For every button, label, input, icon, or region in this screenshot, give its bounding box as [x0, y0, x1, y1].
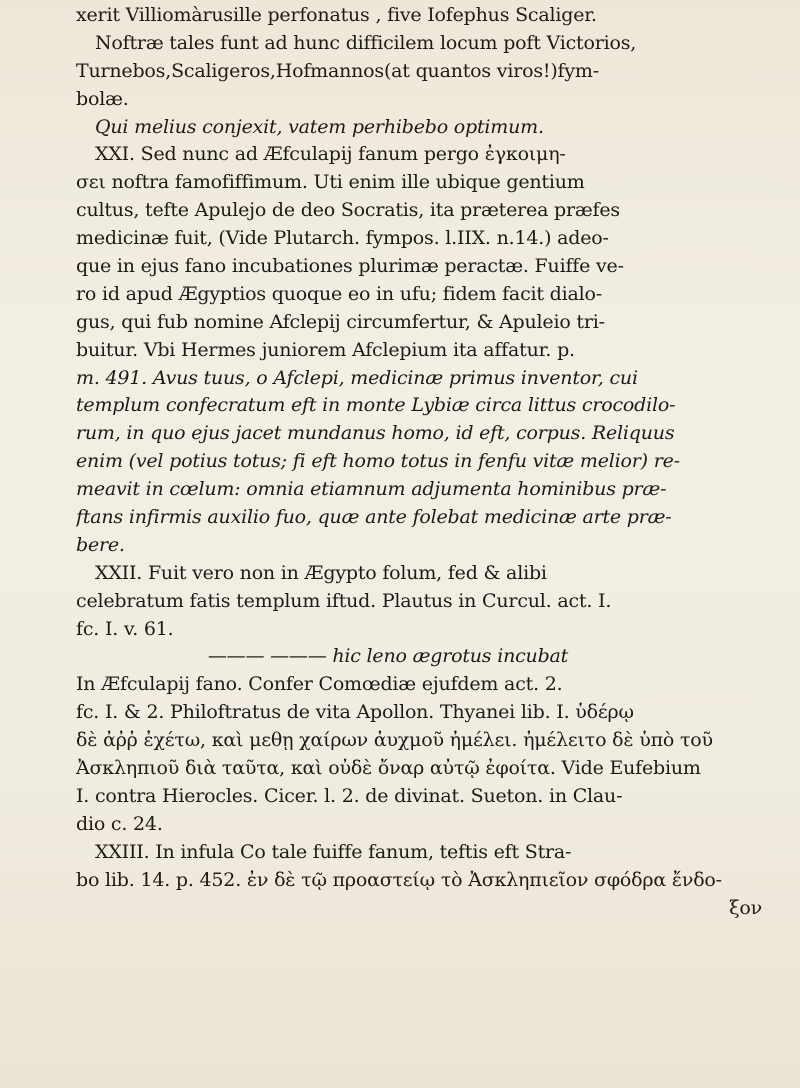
text-line-7: σει noftra famofiffimum. Uti enim ille ubique gentium: [76, 171, 585, 194]
text-line-30: dio c. 24.: [76, 812, 163, 835]
quote-line-2: templum confecratum eft in monte Lybiæ circa littus crocodilo-: [76, 394, 676, 417]
plautus-verse-2: In Æfculapij fano. Confer Comœdiæ ejufdem act. 2.: [76, 673, 563, 696]
text-line-12: gus, qui fub nomine Afclepij circumfertur, & Apuleio tri-: [76, 310, 605, 333]
text-line-2: Noftræ tales funt ad hunc difficilem locum poft Victorios,: [95, 31, 637, 54]
text-line-13: buitur. Vbi Hermes juniorem Afclepium ita affatur. p.: [76, 338, 575, 361]
catchword: ξον: [729, 896, 762, 919]
verse-quote-line: Qui melius conjexit, vatem perhibebo optimum.: [95, 115, 544, 138]
greek-line-2: Ἀσκληπιοῦ διὰ ταῦτα, καὶ οὐδὲ ὄναρ αὐτῷ ἐφοίτα. Vide Eufebium: [76, 757, 701, 780]
text-line-3: Turnebos,Scaligeros,Hofmannos(at quantos viros!)fym-: [76, 59, 599, 82]
text-line-22: celebratum fatis templum iftud. Plautus in Curcul. act. I.: [76, 589, 612, 612]
text-line-26: fc. I. & 2. Philoftratus de vita Apollon. Thyanei lib. I. ὑδέρῳ: [76, 701, 634, 724]
plautus-verse-1: ——— ——— hic leno ægrotus incubat: [207, 645, 569, 668]
quote-line-4: enim (vel potius totus; fi eft homo totus in fenfu vitæ melior) re-: [76, 450, 680, 473]
text-line-4: bolæ.: [76, 87, 129, 110]
section-xxii-start: XXII. Fuit vero non in Ægypto folum, fed & alibi: [95, 561, 547, 584]
greek-line-1: δὲ ἀῤῥ ἐχέτω, καὶ μεθῃ χαίρων ἀυχμοῦ ἠμέλει. ἠμέλειτο δὲ ὑπὸ τοῦ: [76, 729, 713, 752]
text-line-29: I. contra Hierocles. Cicer. l. 2. de divinat. Sueton. in Clau-: [76, 784, 623, 807]
text-line-1: xerit Villiomàrusille perfonatus , five Iofephus Scaliger.: [76, 4, 597, 26]
text-line-10: que in ejus fano incubationes plurimæ peractæ. Fuiffe ve-: [76, 255, 624, 278]
quote-line-7: bere.: [76, 533, 125, 556]
quote-line-5: meavit in cœlum: omnia etiamnum adjumenta hominibus præ-: [76, 478, 667, 501]
text-line-8: cultus, tefte Apulejo de deo Socratis, ita præterea præfes: [76, 199, 620, 222]
text-line-9: medicinæ fuit, (Vide Plutarch. fympos. l.IIX. n.14.) adeo-: [76, 227, 609, 250]
text-line-32: bo lib. 14. p. 452. ἐν δὲ τῷ προαστείῳ τὸ Ἀσκληπιεῖον σφόδρα ἔνδο-: [76, 868, 722, 891]
section-xxiii-start: XXIII. In infula Co tale fuiffe fanum, teftis eft Stra-: [95, 840, 572, 863]
text-line-23: fc. I. v. 61.: [76, 617, 174, 640]
section-xxi-start: XXI. Sed nunc ad Æfculapij fanum pergo ἐγκοιμη-: [95, 143, 566, 166]
quote-line-3: rum, in quo ejus jacet mundanus homo, id eft, corpus. Reliquus: [76, 422, 675, 445]
text-line-11: ro id apud Ægyptios quoque eo in ufu; fidem facit dialo-: [76, 282, 602, 305]
quote-line-1: m. 491. Avus tuus, o Afclepi, medicinæ primus inventor, cui: [76, 366, 638, 389]
quote-line-6: ftans infirmis auxilio fuo, quæ ante folebat medicinæ arte præ-: [76, 506, 672, 529]
